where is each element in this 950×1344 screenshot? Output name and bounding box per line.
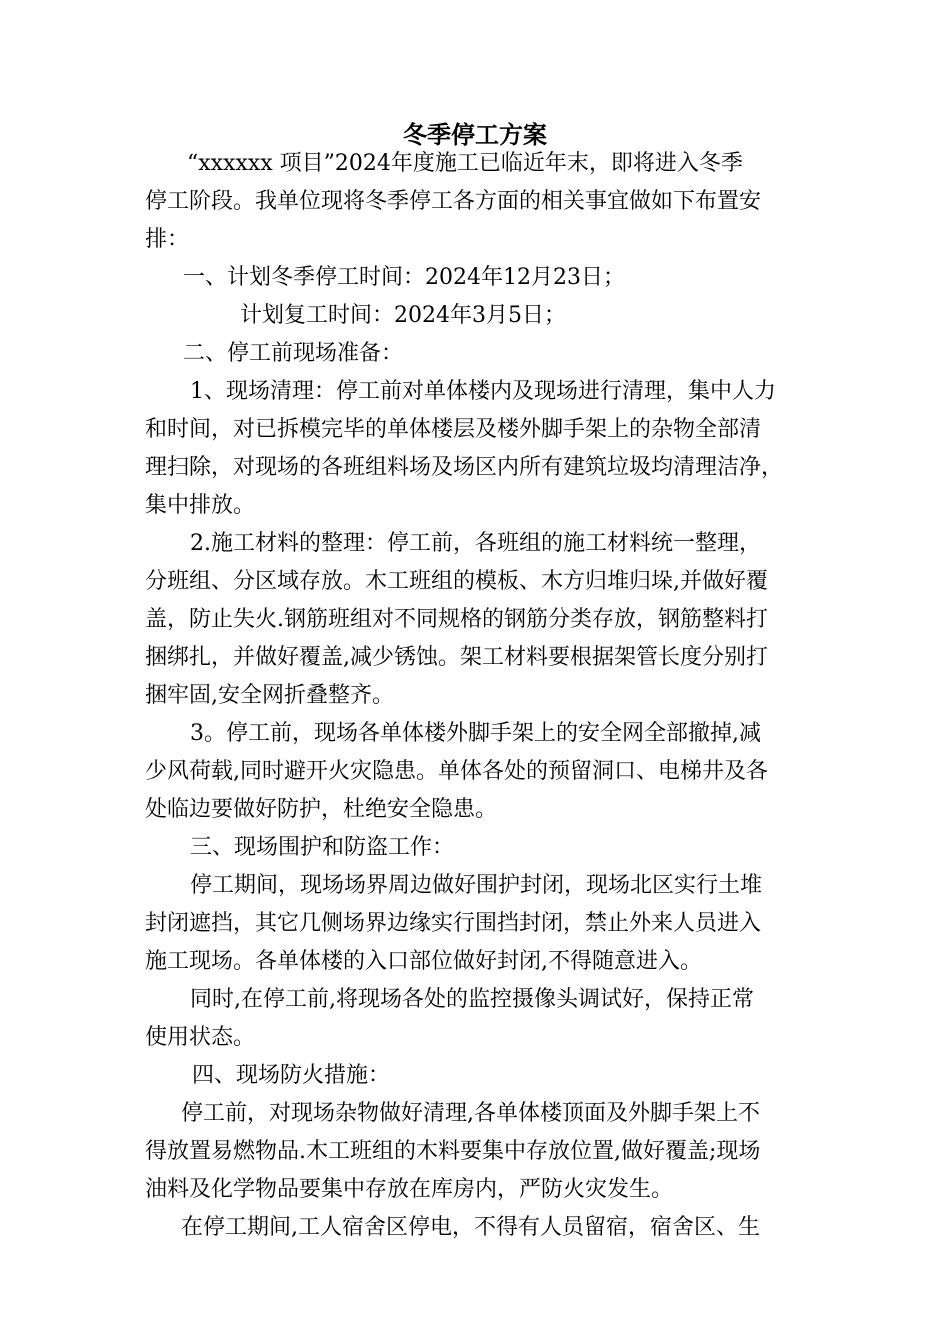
section-heading: 二、停工前现场准备： [183, 341, 404, 366]
paragraph-line: 分班组、分区域存放。木工班组的模板、木方归堆归垛,并做好覆 [145, 569, 768, 594]
paragraph-line: 集中排放。 [145, 493, 256, 518]
paragraph-line: 2.施工材料的整理：停工前，各班组的施工材料统一整理， [190, 531, 761, 556]
paragraph-line: 使用状态。 [145, 1025, 256, 1050]
paragraph-line: 得放置易燃物品.木工班组的木料要集中存放位置,做好覆盖;现场 [145, 1139, 761, 1164]
paragraph-line: 1、现场清理：停工前对单体楼内及现场进行清理，集中人力 [190, 379, 776, 404]
paragraph-line: 油料及化学物品要集中存放在库房内，严防火灾发生。 [145, 1177, 674, 1202]
paragraph-line: 计划复工时间：2024年3月5日； [240, 303, 566, 328]
section-heading: 一、计划冬季停工时间：2024年12月23日； [183, 265, 625, 290]
paragraph-line: 停工阶段。我单位现将冬季停工各方面的相关事宜做如下布置安 [145, 189, 762, 214]
paragraph-line: 施工现场。各单体楼的入口部位做好封闭,不得随意进入。 [145, 949, 702, 974]
paragraph-line: 和时间，对已拆模完毕的单体楼层及楼外脚手架上的杂物全部清 [145, 417, 762, 442]
section-heading: 四、现场防火措施： [192, 1063, 391, 1088]
paragraph-line: 排： [145, 227, 190, 252]
paragraph-line: “xxxxxx 项目”2024年度施工已临近年末，即将进入冬季 [187, 151, 743, 176]
section-heading: 三、现场围护和防盗工作： [190, 835, 455, 860]
paragraph-line: 在停工期间,工人宿舍区停电，不得有人员留宿，宿舍区、生 [181, 1215, 760, 1240]
paragraph-line: 理扫除，对现场的各班组料场及场区内所有建筑垃圾均清理洁净， [145, 455, 784, 480]
paragraph-line: 停工期间，现场场界周边做好围护封闭，现场北区实行土堆 [190, 873, 763, 898]
paragraph-line: 处临边要做好防护，杜绝安全隐患。 [145, 797, 498, 822]
paragraph-line: 3。停工前，现场各单体楼外脚手架上的安全网全部撤掉,减 [190, 721, 761, 746]
document-body [145, 145, 815, 1247]
paragraph-line: 同时,在停工前,将现场各处的监控摄像头调试好，保持正常 [190, 987, 754, 1012]
paragraph-line: 捆绑扎，并做好覆盖,减少锈蚀。架工材料要根据架管长度分别打 [145, 645, 768, 670]
paragraph-line: 停工前，对现场杂物做好清理,各单体楼顶面及外脚手架上不 [181, 1101, 760, 1126]
paragraph-line: 盖，防止失火.钢筋班组对不同规格的钢筋分类存放，钢筋整料打 [145, 607, 768, 632]
paragraph-line: 少风荷载,同时避开火灾隐患。单体各处的预留洞口、电梯井及各 [145, 759, 768, 784]
paragraph-line: 捆牢固,安全网折叠整齐。 [145, 683, 394, 708]
document-title: 冬季停工方案 [403, 121, 547, 149]
paragraph-line: 封闭遮挡，其它几侧场界边缘实行围挡封闭，禁止外来人员进入 [145, 911, 762, 936]
